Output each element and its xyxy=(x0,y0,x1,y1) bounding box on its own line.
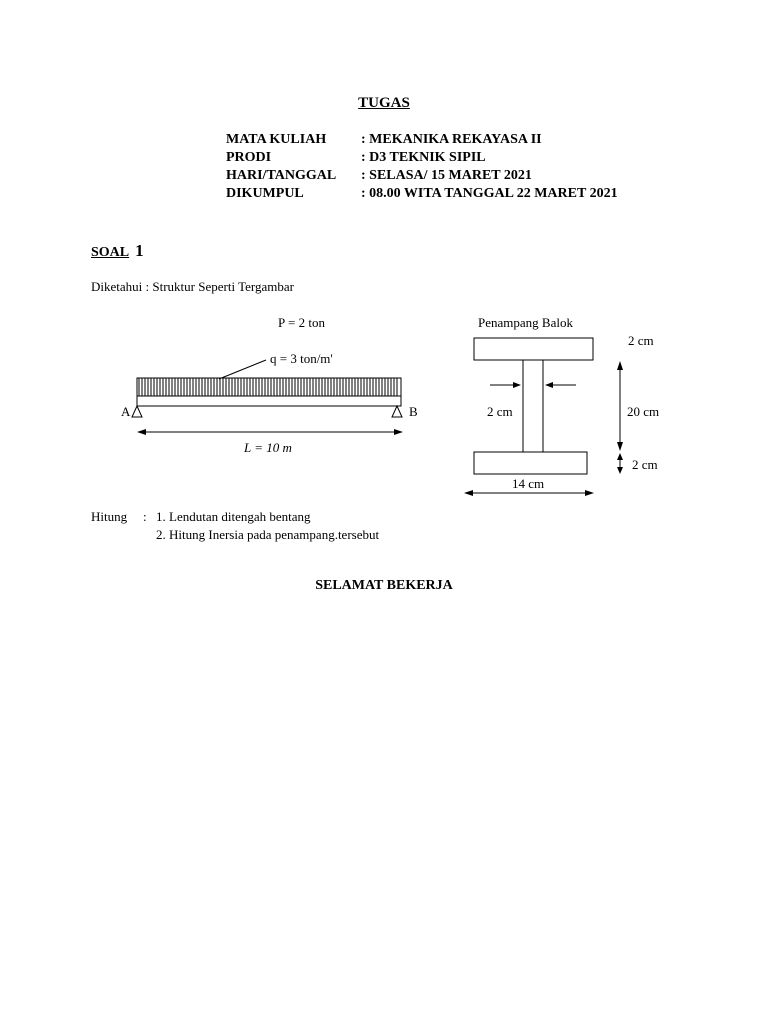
tasks-colon: : xyxy=(143,509,147,524)
beam-member xyxy=(137,396,401,406)
web xyxy=(523,360,543,452)
header-value-course: : MEKANIKA REKAYASA II xyxy=(361,132,542,147)
span-label: L = 10 m xyxy=(244,440,292,455)
bottom-flange-arrow-up-icon xyxy=(617,453,623,460)
support-a-icon xyxy=(132,406,142,417)
distributed-load-leader xyxy=(219,360,266,379)
given-statement: Diketahui : Struktur Seperti Tergambar xyxy=(91,279,294,294)
header-value-date: : SELASA/ 15 MARET 2021 xyxy=(361,168,532,183)
span-arrow-left-icon xyxy=(137,429,146,435)
cross-section-diagram xyxy=(464,315,659,496)
closing-text: SELAMAT BEKERJA xyxy=(315,578,453,593)
web-arrow-right-icon xyxy=(545,382,553,388)
top-flange xyxy=(474,338,593,360)
web-height-label: 20 cm xyxy=(627,404,660,419)
header-value-due: : 08.00 WITA TANGGAL 22 MARET 2021 xyxy=(361,186,618,201)
support-a-label: A xyxy=(121,404,131,419)
header-value-program: : D3 TEKNIK SIPIL xyxy=(361,150,486,165)
support-b-label: B xyxy=(409,404,418,419)
question-label: SOAL xyxy=(91,245,130,260)
section-title: Penampang Balok xyxy=(478,315,573,330)
beam-diagram xyxy=(121,315,418,455)
header-label-program: PRODI xyxy=(226,150,272,165)
web-height-arrow-down-icon xyxy=(617,442,623,451)
header-label-date: HARI/TANGGAL xyxy=(226,168,337,183)
distributed-load-label: q = 3 ton/m' xyxy=(270,351,333,366)
web-thickness-label: 2 cm xyxy=(487,404,513,419)
support-b-icon xyxy=(392,406,402,417)
header-label-due: DIKUMPUL xyxy=(226,186,304,201)
section-width-arrow-left-icon xyxy=(464,490,473,496)
tasks-label: Hitung xyxy=(91,509,128,524)
web-height-arrow-up-icon xyxy=(617,361,623,370)
header-label-course: MATA KULIAH xyxy=(226,132,327,147)
point-load-label: P = 2 ton xyxy=(278,315,325,330)
bottom-flange-label: 2 cm xyxy=(632,457,658,472)
document-title: TUGAS xyxy=(358,95,410,111)
section-width-arrow-right-icon xyxy=(585,490,594,496)
distributed-load-hatching xyxy=(139,378,397,396)
question-number: 1 xyxy=(135,241,144,260)
top-flange-label: 2 cm xyxy=(628,333,654,348)
bottom-flange xyxy=(474,452,587,474)
task-item-2: 2. Hitung Inersia pada penampang.tersebut xyxy=(156,527,380,542)
section-width-label: 14 cm xyxy=(512,476,545,491)
web-arrow-left-icon xyxy=(513,382,521,388)
bottom-flange-arrow-down-icon xyxy=(617,467,623,474)
span-arrow-right-icon xyxy=(394,429,403,435)
structure-diagram xyxy=(0,0,768,510)
task-item-1: 1. Lendutan ditengah bentang xyxy=(156,509,311,524)
